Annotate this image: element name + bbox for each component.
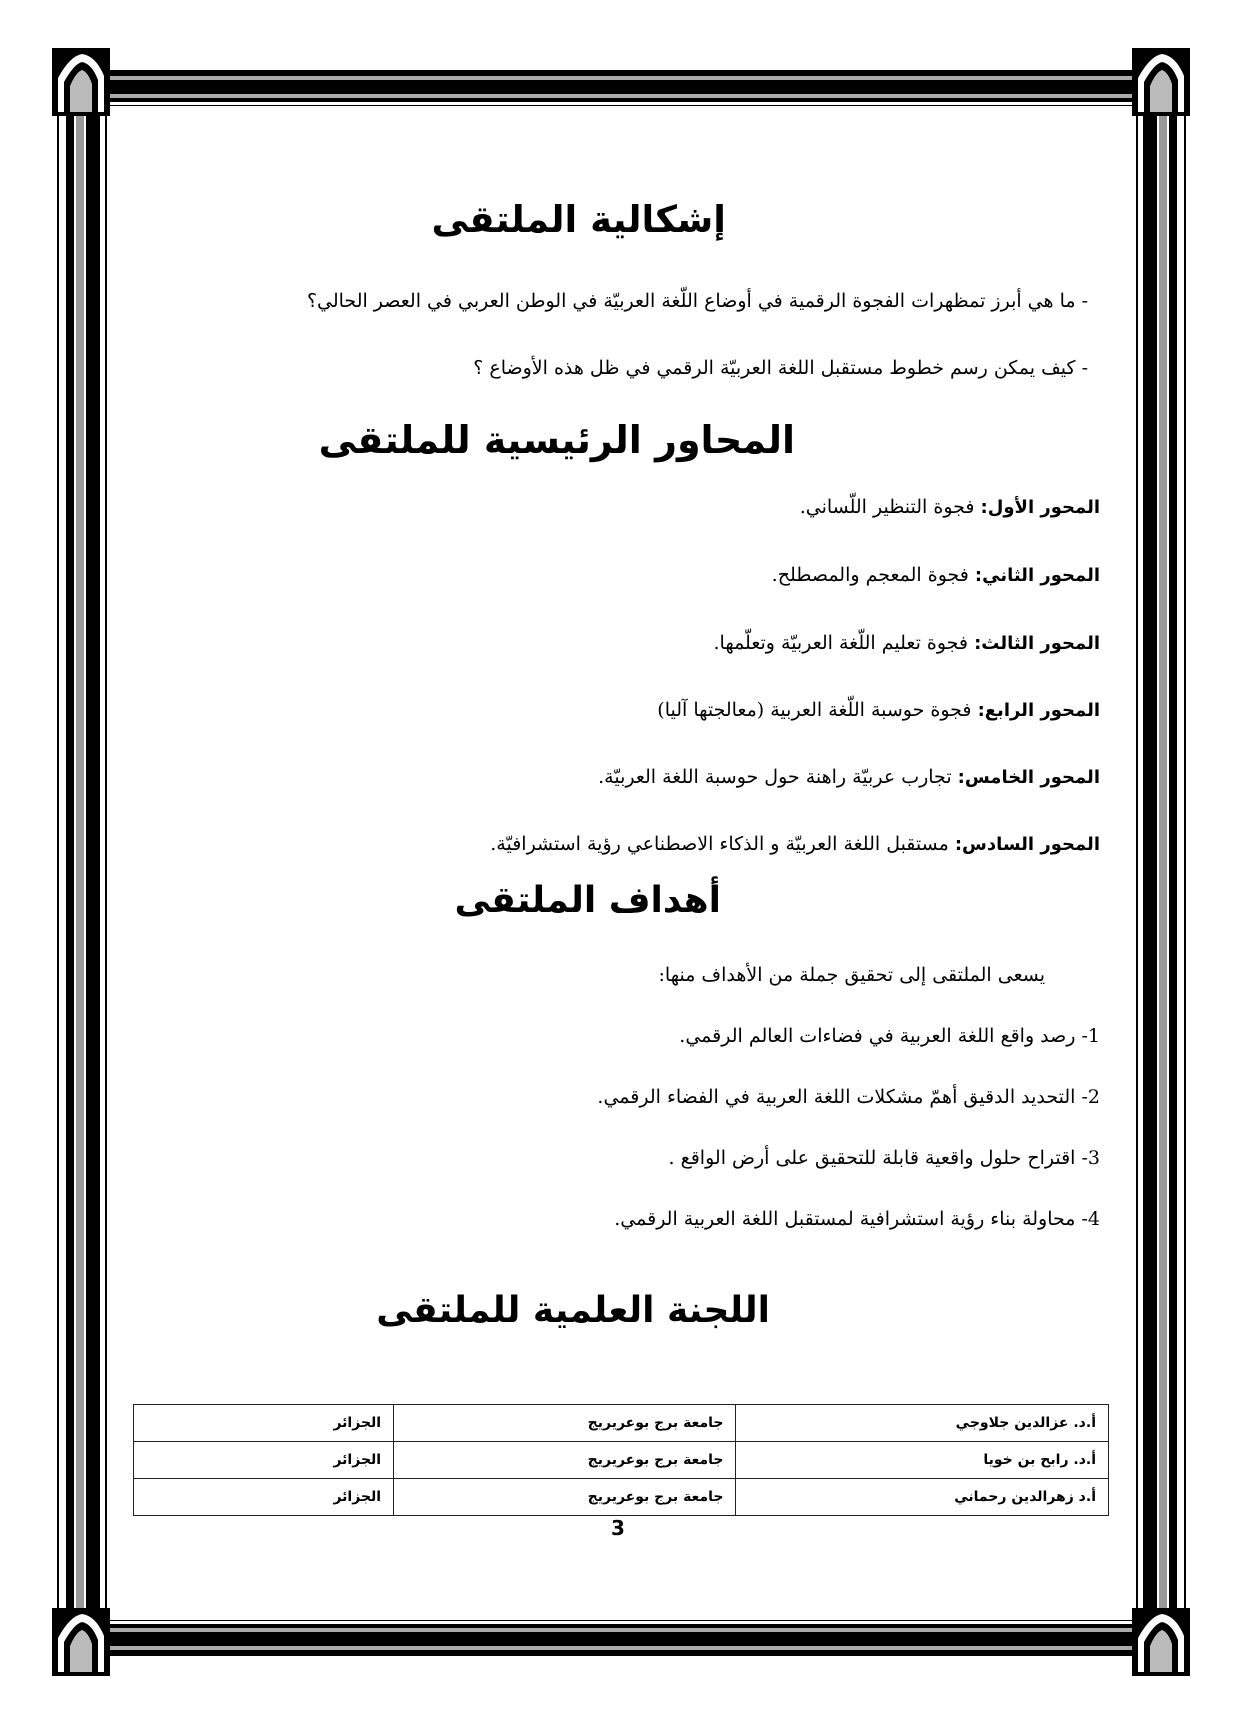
axis-item-text: فجوة تعليم اللّغة العربيّة وتعلّمها. [713,632,975,654]
goals-heading: أهداف الملتقى [454,880,721,921]
axis-item-6 [490,833,1100,855]
problem-question-2: - كيف يمكن رسم خطوط مستقبل اللغة العربيّة الرقمي في ظل هذه الأوضاع ؟ [473,357,1088,379]
member-name: أ.د. رابح بن خويا [736,1442,1109,1479]
problem-question-1: - ما هي أبرز تمظهرات الفجوة الرقمية في أوضاع اللّغة العربيّة في الوطن العربي في العصر الحالي؟ [306,290,1088,312]
axis-item-label: المحور الثاني: [974,565,1100,586]
axis-item-label: المحور السادس: [954,834,1100,855]
goal-item-2: 2- التحديد الدقيق أهمّ مشكلات اللغة العربية في الفضاء الرقمي. [597,1086,1100,1108]
member-name: أ.د زهرالدين رحماني [736,1479,1109,1516]
axis-item-text: فجوة حوسبة اللّغة العربية (معالجتها آليا) [657,699,978,721]
axis-item-text: مستقبل اللغة العربيّة و الذكاء الاصطناعي رؤية استشرافيّة. [490,833,955,855]
committee-heading: اللجنة العلمية للملتقى [376,1290,770,1331]
axis-item-label: المحور الثالث: [974,633,1100,654]
member-university: جامعة برج بوعريريج [394,1479,736,1516]
member-university: جامعة برج بوعريريج [394,1405,736,1442]
axis-item-1 [800,496,1100,518]
problem-heading: إشكالية الملتقى [431,198,726,241]
member-country: الجزائر [134,1405,394,1442]
goal-item-3: 3- اقتراح حلول واقعية قابلة للتحقيق على أرض الواقع . [668,1147,1100,1169]
axis-item-label: المحور الخامس: [957,767,1100,788]
axis-item-5 [598,766,1100,788]
axis-item-label: المحور الرابع: [977,700,1100,721]
page-number: 3 [611,1516,625,1540]
member-country: الجزائر [134,1479,394,1516]
axis-item-4 [657,699,1100,721]
axis-item-text: فجوة التنظير اللّساني. [799,496,981,518]
member-university: جامعة برج بوعريريج [394,1442,736,1479]
axis-item-text: فجوة المعجم والمصطلح. [771,564,975,586]
goal-item-1: 1- رصد واقع اللغة العربية في فضاءات العالم الرقمي. [679,1025,1100,1047]
table-row [134,1479,1109,1516]
axis-item-2 [772,564,1100,586]
axes-heading: المحاور الرئيسية للملتقى [318,418,795,462]
table-row [134,1405,1109,1442]
table-row [134,1442,1109,1479]
axis-item-label: المحور الأول: [980,497,1100,518]
member-country: الجزائر [134,1442,394,1479]
goal-item-4: 4- محاولة بناء رؤية استشرافية لمستقبل اللغة العربية الرقمي. [614,1208,1100,1230]
axis-item-text: تجارب عربيّة راهنة حول حوسبة اللغة العربيّة. [598,766,958,788]
goals-intro: يسعى الملتقى إلى تحقيق جملة من الأهداف منها: [658,964,1045,986]
axis-item-3 [713,632,1100,654]
member-name: أ.د. عزالدين جلاوجي [736,1405,1109,1442]
committee-table [133,1404,1109,1516]
